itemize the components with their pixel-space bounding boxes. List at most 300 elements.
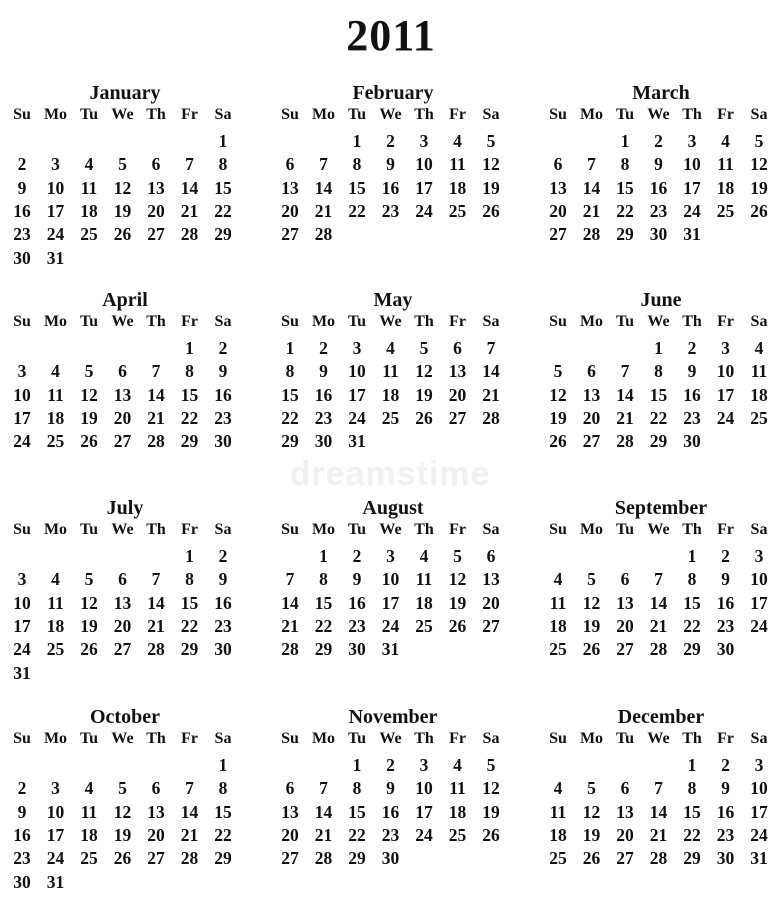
day-cell: 23: [381, 824, 400, 845]
day-cell: 20: [482, 592, 500, 613]
day-cell: 14: [482, 361, 500, 382]
day-cell: 26: [482, 824, 500, 845]
weekday-header: Sa: [214, 521, 232, 538]
weekday-header: Tu: [615, 106, 635, 123]
day-cell: 26: [80, 431, 98, 452]
day-cell: 28: [180, 224, 199, 245]
weekday-header: Th: [682, 730, 702, 747]
day-cell: 14: [281, 592, 299, 613]
day-cell: 22: [180, 407, 199, 428]
day-cell: 16: [214, 384, 232, 405]
day-cell: 20: [113, 407, 132, 428]
day-cell: 25: [46, 639, 65, 660]
day-cell: 8: [352, 778, 362, 799]
day-cell: 29: [180, 431, 199, 452]
day-cell: 12: [482, 154, 500, 175]
day-cell: 4: [553, 778, 563, 799]
day-cell: 25: [381, 407, 400, 428]
day-cell: 26: [582, 848, 601, 869]
day-cell: 23: [314, 407, 333, 428]
month-name: September: [614, 497, 708, 519]
day-cell: 20: [147, 824, 165, 845]
weekday-header: Su: [281, 521, 299, 538]
day-cell: 8: [218, 778, 228, 799]
day-cell: 24: [46, 224, 65, 245]
day-cell: 18: [80, 824, 98, 845]
day-cell: 31: [46, 871, 65, 892]
day-cell: 30: [649, 224, 668, 245]
day-cell: 17: [46, 824, 65, 845]
day-cell: 2: [319, 338, 328, 358]
day-cell: 6: [587, 361, 596, 382]
day-cell: 4: [51, 569, 60, 590]
weekday-header: We: [111, 730, 134, 747]
day-cell: 17: [381, 592, 400, 613]
day-cell: 6: [151, 778, 161, 799]
weekday-header: Sa: [750, 730, 768, 747]
day-cell: 19: [549, 407, 567, 428]
weekday-header: Th: [414, 313, 434, 330]
day-cell: 8: [687, 569, 697, 590]
watermark: dreamstime: [289, 455, 491, 493]
day-cell: 20: [616, 824, 634, 845]
weekday-header: Fr: [449, 106, 466, 123]
day-cell: 9: [319, 361, 328, 382]
day-cell: 23: [381, 200, 400, 221]
month-name: April: [102, 289, 148, 311]
day-cell: 12: [80, 384, 98, 405]
weekday-header: Mo: [43, 313, 68, 330]
weekday-header: Su: [281, 313, 299, 330]
day-cell: 23: [214, 615, 232, 636]
weekday-header: Su: [549, 313, 567, 330]
weekday-header: Th: [146, 313, 166, 330]
month-name: August: [362, 497, 424, 519]
day-cell: 14: [180, 177, 199, 198]
day-cell: 18: [549, 615, 567, 636]
day-cell: 16: [348, 592, 366, 613]
day-cell: 12: [582, 801, 601, 822]
day-cell: 9: [386, 154, 395, 175]
day-cell: 17: [415, 177, 433, 198]
day-cell: 10: [348, 361, 366, 382]
day-cell: 7: [654, 569, 663, 590]
day-cell: 27: [616, 639, 634, 660]
weekday-header: Sa: [482, 521, 500, 538]
day-cell: 5: [84, 569, 94, 590]
day-cell: 21: [180, 824, 199, 845]
day-cell: 13: [113, 384, 132, 405]
weekday-header: Su: [549, 730, 567, 747]
weekday-header: We: [111, 106, 134, 123]
day-cell: 24: [381, 615, 400, 636]
day-cell: 5: [453, 546, 462, 566]
day-cell: 9: [654, 154, 663, 175]
day-cell: 26: [582, 639, 601, 660]
day-cell: 13: [582, 384, 601, 405]
month-january: [5, 82, 265, 282]
weekday-header: Mo: [579, 521, 604, 538]
day-cell: 5: [486, 131, 496, 151]
day-cell: 22: [683, 824, 701, 845]
weekday-header: Fr: [717, 730, 734, 747]
day-cell: 9: [218, 361, 228, 382]
day-cell: 30: [716, 639, 735, 660]
day-cell: 3: [51, 778, 60, 799]
day-cell: 21: [281, 615, 299, 636]
day-cell: 11: [750, 361, 768, 382]
weekday-header: Su: [281, 106, 299, 123]
day-cell: 16: [381, 177, 400, 198]
day-cell: 9: [386, 778, 395, 799]
weekday-header: Tu: [615, 521, 635, 538]
day-cell: 12: [482, 778, 500, 799]
day-cell: 25: [716, 200, 735, 221]
day-cell: 7: [285, 569, 295, 590]
day-cell: 21: [180, 200, 199, 221]
month-december: [541, 706, 782, 906]
weekday-header: Mo: [579, 106, 604, 123]
calendar-year-title: 2011: [346, 11, 436, 60]
day-cell: 31: [750, 848, 768, 869]
month-november: [273, 706, 533, 906]
month-name: July: [106, 497, 144, 519]
day-cell: 3: [51, 154, 60, 175]
day-cell: 20: [582, 407, 601, 428]
weekday-header: Sa: [214, 106, 232, 123]
month-name: October: [90, 706, 160, 728]
day-cell: 30: [348, 639, 366, 660]
day-cell: 16: [381, 801, 400, 822]
day-cell: 2: [721, 546, 730, 566]
day-cell: 1: [218, 755, 228, 775]
weekday-header: Mo: [579, 313, 604, 330]
day-cell: 19: [582, 824, 601, 845]
day-cell: 3: [17, 361, 27, 382]
day-cell: 5: [118, 154, 127, 175]
day-cell: 7: [587, 154, 596, 175]
weekday-header: Mo: [311, 313, 336, 330]
weekday-header: Tu: [347, 730, 367, 747]
day-cell: 23: [13, 848, 31, 869]
day-cell: 15: [214, 177, 232, 198]
day-cell: 18: [716, 177, 735, 198]
day-cell: 10: [13, 592, 31, 613]
day-cell: 15: [314, 592, 333, 613]
day-cell: 24: [348, 407, 366, 428]
day-cell: 8: [620, 154, 630, 175]
day-cell: 4: [419, 546, 429, 566]
day-cell: 15: [348, 177, 366, 198]
day-cell: 4: [721, 131, 730, 151]
day-cell: 11: [80, 177, 98, 198]
day-cell: 30: [13, 871, 31, 892]
day-cell: 11: [449, 154, 466, 175]
day-cell: 25: [80, 224, 98, 245]
day-cell: 18: [549, 824, 567, 845]
day-cell: 13: [113, 592, 132, 613]
day-cell: 29: [281, 431, 299, 452]
weekday-header: We: [647, 521, 670, 538]
day-cell: 31: [381, 639, 400, 660]
day-cell: 30: [13, 247, 31, 268]
day-cell: 6: [285, 778, 295, 799]
weekday-header: Tu: [79, 313, 99, 330]
day-cell: 22: [214, 824, 232, 845]
weekday-header: Sa: [750, 521, 768, 538]
day-cell: 10: [750, 778, 768, 799]
day-cell: 27: [113, 639, 132, 660]
day-cell: 10: [415, 154, 433, 175]
day-cell: 6: [118, 569, 127, 590]
day-cell: 22: [683, 615, 701, 636]
day-cell: 10: [750, 569, 768, 590]
day-cell: 23: [13, 224, 31, 245]
day-cell: 2: [218, 338, 228, 358]
day-cell: 5: [587, 778, 596, 799]
weekday-header: Tu: [615, 313, 635, 330]
day-cell: 7: [319, 154, 328, 175]
day-cell: 27: [549, 224, 567, 245]
day-cell: 19: [482, 801, 500, 822]
day-cell: 11: [47, 592, 64, 613]
day-cell: 25: [80, 848, 98, 869]
day-cell: 5: [754, 131, 764, 151]
day-cell: 2: [352, 546, 362, 566]
day-cell: 17: [716, 384, 735, 405]
day-cell: 26: [482, 200, 500, 221]
day-cell: 7: [151, 361, 161, 382]
day-cell: 14: [649, 592, 668, 613]
day-cell: 10: [381, 569, 400, 590]
weekday-header: We: [379, 313, 402, 330]
day-cell: 27: [448, 407, 467, 428]
day-cell: 1: [687, 546, 697, 566]
day-cell: 29: [683, 639, 701, 660]
month-september: [541, 497, 782, 697]
day-cell: 30: [314, 431, 333, 452]
day-cell: 2: [654, 131, 663, 151]
day-cell: 20: [549, 200, 567, 221]
day-cell: 7: [319, 778, 328, 799]
day-cell: 8: [687, 778, 697, 799]
day-cell: 12: [582, 592, 601, 613]
month-name: November: [348, 706, 438, 728]
weekday-header: Su: [549, 521, 567, 538]
day-cell: 28: [582, 224, 601, 245]
weekday-header: Tu: [347, 313, 367, 330]
day-cell: 12: [448, 569, 467, 590]
day-cell: 14: [649, 801, 668, 822]
day-cell: 5: [419, 338, 429, 358]
day-cell: 23: [716, 615, 735, 636]
day-cell: 27: [482, 615, 500, 636]
day-cell: 24: [415, 200, 433, 221]
day-cell: 2: [218, 546, 228, 566]
day-cell: 20: [147, 200, 165, 221]
month-name: December: [617, 706, 705, 728]
day-cell: 11: [449, 778, 466, 799]
day-cell: 14: [582, 177, 601, 198]
day-cell: 28: [281, 639, 299, 660]
day-cell: 21: [314, 824, 333, 845]
day-cell: 10: [13, 384, 31, 405]
day-cell: 21: [147, 407, 165, 428]
weekday-header: Su: [281, 730, 299, 747]
day-cell: 7: [185, 154, 194, 175]
day-cell: 27: [616, 848, 634, 869]
day-cell: 16: [13, 200, 31, 221]
day-cell: 3: [687, 131, 697, 151]
weekday-header: Fr: [717, 106, 734, 123]
day-cell: 23: [683, 407, 701, 428]
day-cell: 28: [180, 848, 199, 869]
day-cell: 8: [352, 154, 362, 175]
weekday-header: Su: [13, 730, 31, 747]
day-cell: 4: [453, 755, 462, 775]
weekday-header: Mo: [43, 730, 68, 747]
day-cell: 27: [582, 431, 601, 452]
day-cell: 29: [616, 224, 634, 245]
day-cell: 31: [348, 431, 366, 452]
day-cell: 18: [381, 384, 400, 405]
day-cell: 10: [46, 177, 65, 198]
weekday-header: Fr: [449, 313, 466, 330]
day-cell: 29: [683, 848, 701, 869]
day-cell: 19: [80, 407, 98, 428]
weekday-header: Fr: [181, 730, 198, 747]
day-cell: 11: [717, 154, 734, 175]
day-cell: 11: [415, 569, 433, 590]
weekday-header: Th: [414, 521, 434, 538]
day-cell: 29: [214, 224, 232, 245]
day-cell: 16: [13, 824, 31, 845]
weekday-header: Mo: [43, 106, 68, 123]
day-cell: 26: [750, 200, 768, 221]
day-cell: 28: [147, 431, 165, 452]
day-cell: 1: [218, 131, 228, 151]
day-cell: 2: [17, 778, 27, 799]
weekday-header: Fr: [181, 106, 198, 123]
day-cell: 21: [482, 384, 500, 405]
day-cell: 18: [46, 407, 65, 428]
weekday-header: Sa: [750, 106, 768, 123]
day-cell: 14: [180, 801, 199, 822]
day-cell: 4: [51, 361, 60, 382]
day-cell: 13: [281, 177, 299, 198]
weekday-header: Fr: [181, 521, 198, 538]
weekday-header: Mo: [311, 730, 336, 747]
day-cell: 13: [616, 592, 634, 613]
day-cell: 12: [113, 801, 132, 822]
weekday-header: We: [379, 730, 402, 747]
day-cell: 9: [17, 801, 27, 822]
day-cell: 3: [352, 338, 362, 358]
weekday-header: Th: [682, 521, 702, 538]
day-cell: 19: [113, 200, 132, 221]
day-cell: 16: [716, 801, 735, 822]
day-cell: 27: [147, 224, 165, 245]
day-cell: 1: [352, 755, 362, 775]
day-cell: 15: [616, 177, 634, 198]
day-cell: 18: [46, 615, 65, 636]
day-cell: 20: [616, 615, 634, 636]
day-cell: 2: [687, 338, 697, 358]
weekday-header: We: [647, 730, 670, 747]
day-cell: 15: [180, 592, 199, 613]
day-cell: 12: [549, 384, 567, 405]
day-cell: 22: [281, 407, 299, 428]
day-cell: 1: [654, 338, 663, 358]
weekday-header: Mo: [579, 730, 604, 747]
weekday-header: Fr: [717, 521, 734, 538]
day-cell: 22: [649, 407, 668, 428]
day-cell: 29: [214, 848, 232, 869]
day-cell: 31: [13, 662, 31, 683]
day-cell: 24: [415, 824, 433, 845]
day-cell: 5: [553, 361, 563, 382]
weekday-header: Sa: [214, 730, 232, 747]
day-cell: 4: [754, 338, 764, 358]
day-cell: 19: [582, 615, 601, 636]
day-cell: 29: [314, 639, 333, 660]
day-cell: 17: [46, 200, 65, 221]
day-cell: 17: [13, 407, 31, 428]
day-cell: 30: [716, 848, 735, 869]
weekday-header: Th: [682, 313, 702, 330]
day-cell: 4: [453, 131, 462, 151]
weekday-header: Fr: [717, 313, 734, 330]
day-cell: 3: [419, 755, 429, 775]
day-cell: 14: [616, 384, 634, 405]
day-cell: 7: [486, 338, 496, 358]
day-cell: 6: [620, 569, 630, 590]
day-cell: 17: [348, 384, 366, 405]
weekday-header: Tu: [79, 521, 99, 538]
day-cell: 23: [214, 407, 232, 428]
day-cell: 12: [113, 177, 132, 198]
day-cell: 2: [386, 755, 395, 775]
weekday-header: Fr: [449, 730, 466, 747]
day-cell: 26: [415, 407, 433, 428]
day-cell: 17: [13, 615, 31, 636]
weekday-header: Sa: [482, 730, 500, 747]
day-cell: 1: [687, 755, 697, 775]
day-cell: 16: [716, 592, 735, 613]
weekday-header: Sa: [482, 313, 500, 330]
day-cell: 11: [549, 801, 567, 822]
day-cell: 7: [620, 361, 630, 382]
day-cell: 11: [549, 592, 567, 613]
day-cell: 2: [386, 131, 395, 151]
day-cell: 6: [620, 778, 630, 799]
day-cell: 17: [683, 177, 701, 198]
day-cell: 21: [649, 824, 668, 845]
day-cell: 23: [348, 615, 366, 636]
day-cell: 29: [180, 639, 199, 660]
day-cell: 8: [285, 361, 295, 382]
day-cell: 28: [314, 224, 333, 245]
weekday-header: Mo: [311, 521, 336, 538]
weekday-header: Mo: [43, 521, 68, 538]
day-cell: 30: [214, 431, 232, 452]
weekday-header: We: [647, 106, 670, 123]
day-cell: 25: [46, 431, 65, 452]
day-cell: 9: [17, 177, 27, 198]
day-cell: 22: [616, 200, 634, 221]
day-cell: 10: [683, 154, 701, 175]
day-cell: 13: [482, 569, 500, 590]
